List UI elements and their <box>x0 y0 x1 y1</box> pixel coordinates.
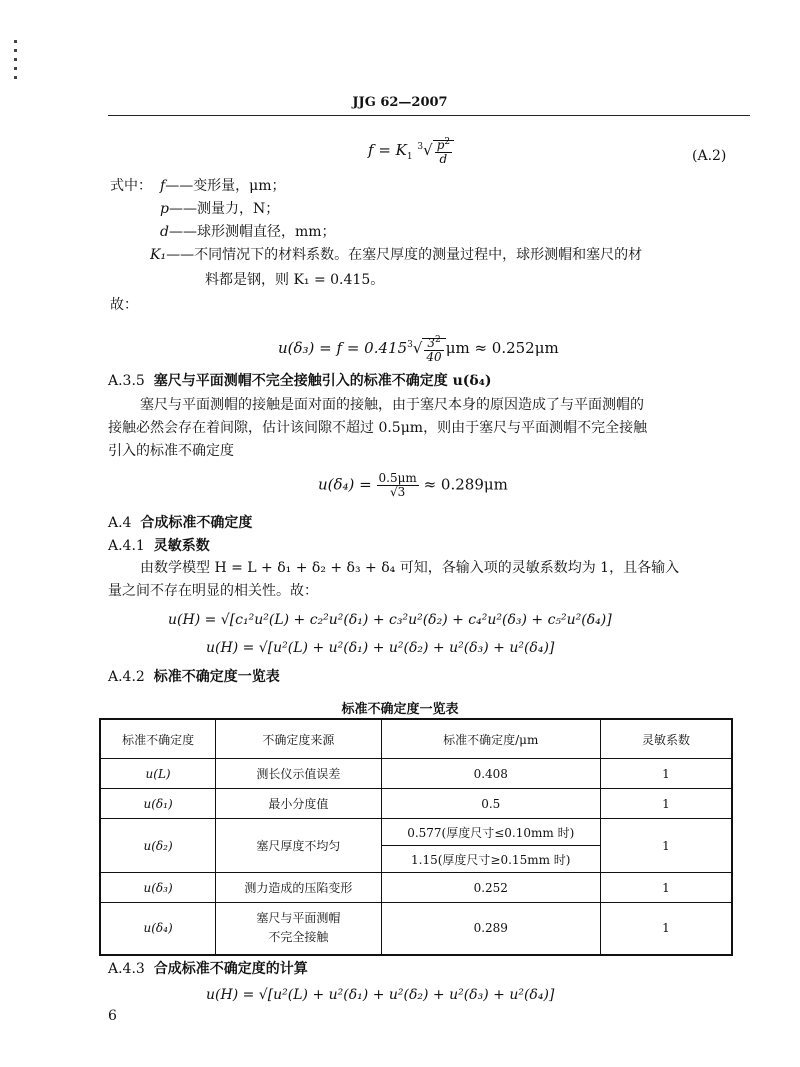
table-row <box>100 873 732 903</box>
def-f: f——变形量，μm； <box>160 178 286 194</box>
equation-u-delta4: u(δ₄) = $\frac{0.5\mu m}{√3}$ ≈ 0.289μm <box>318 471 508 499</box>
table-cell-source: 最小分度值 <box>216 789 381 819</box>
table-header-cell: 不确定度来源 <box>216 719 381 759</box>
table-cell-source: 测长仪示值误差 <box>216 759 381 789</box>
table-title: 标准不确定度一览表 <box>341 702 459 717</box>
table-cell-coef: 1 <box>600 819 732 873</box>
table-cell-symbol: u(δ₃) <box>100 873 216 903</box>
table-cell-coef: 1 <box>600 903 732 955</box>
table-cell-symbol: u(δ₄) <box>100 903 216 955</box>
section-a35: A.3.5 塞尺与平面测帽不完全接触引入的标准不确定度 u(δ₄) <box>108 373 492 389</box>
table-header-cell: 灵敏系数 <box>600 719 732 759</box>
therefore-label: 故： <box>110 297 138 313</box>
table-row <box>100 903 732 955</box>
table-row <box>100 819 732 846</box>
table-row <box>100 789 732 819</box>
table-row <box>100 759 732 789</box>
section-a4: A.4 合成标准不确定度 <box>108 515 253 531</box>
table-cell-source-line: 塞尺与平面测帽 <box>256 911 341 926</box>
table-cell-value: 0.252 <box>381 873 600 903</box>
uncertainty-table <box>99 718 733 956</box>
header-title: JJG 62—2007 <box>352 95 448 110</box>
table-cell-symbol: u(δ₁) <box>100 789 216 819</box>
table-cell-source-line: 不完全接触 <box>268 930 329 945</box>
equation-uh-final: u(H) = √[u²(L) + u²(δ₁) + u²(δ₂) + u²(δ₃) + u²(δ₄)] <box>206 987 555 1003</box>
scan-margin-marks <box>14 40 20 100</box>
header-rule <box>108 115 750 116</box>
section-a42: A.4.2 标准不确定度一览表 <box>108 669 280 685</box>
table-cell-value: 0.5 <box>381 789 600 819</box>
para-a35-line2: 接触必然会存在着间隙，估计该间隙不超过 0.5μm，则由于塞尺与平面测帽不完全接触 <box>108 420 648 436</box>
def-p: p——测量力，N； <box>160 201 280 217</box>
table-cell-source <box>216 903 381 955</box>
section-a43: A.4.3 合成标准不确定度的计算 <box>108 961 308 977</box>
table-cell-coef: 1 <box>600 759 732 789</box>
table-cell-source: 测力造成的压陷变形 <box>216 873 381 903</box>
def-k1-cont: 料都是钢，则 K₁ = 0.415。 <box>205 272 385 288</box>
equation-a2: $f = K_1$ $^3$√ $\frac{p^2}{d}$ <box>368 136 454 166</box>
equation-uh-simplified: u(H) = √[u²(L) + u²(δ₁) + u²(δ₂) + u²(δ₃) + u²(δ₄)] <box>206 640 555 656</box>
para-a41-line2: 量之间不存在明显的相关性。故： <box>108 583 318 599</box>
table-cell-value: 0.577(厚度尺寸≤0.10mm 时) <box>381 819 600 846</box>
table-cell-value: 1.15(厚度尺寸≥0.15mm 时) <box>381 846 600 873</box>
equation-u-delta3: $u(\delta_3) = f = 0.415^3√$ $\frac{3^2}{40}$ μm ≈ 0.252μm <box>278 335 559 364</box>
para-a35-line1: 塞尺与平面测帽的接触是面对面的接触，由于塞尺本身的原因造成了与平面测帽的 <box>140 397 644 413</box>
table-cell-value: 0.408 <box>381 759 600 789</box>
equation-uh-full: u(H) = √[c₁²u²(L) + c₂²u²(δ₁) + c₃²u²(δ₂) + c₄²u²(δ₃) + c₅²u²(δ₄)] <box>168 612 612 628</box>
table-header-cell: 标准不确定度 <box>100 719 216 759</box>
equation-number: (A.2) <box>692 148 727 164</box>
table-header-cell: 标准不确定度/μm <box>381 719 600 759</box>
table-cell-value: 0.289 <box>381 903 600 955</box>
para-a41-line1: 由数学模型 H = L + δ₁ + δ₂ + δ₃ + δ₄ 可知，各输入项的灵敏系数均为 1，且各输入 <box>140 560 680 576</box>
table-cell-source: 塞尺厚度不均匀 <box>216 819 381 873</box>
table-header-row <box>100 719 732 759</box>
section-a41: A.4.1 灵敏系数 <box>108 538 210 554</box>
where-label: 式中： <box>110 178 152 194</box>
table-cell-symbol: u(δ₂) <box>100 819 216 873</box>
def-d: d——球形测帽直径，mm； <box>160 224 336 240</box>
table-cell-coef: 1 <box>600 789 732 819</box>
table-cell-symbol: u(L) <box>100 759 216 789</box>
table-cell-coef: 1 <box>600 873 732 903</box>
para-a35-line3: 引入的标准不确定度 <box>108 443 234 459</box>
def-k1: K₁——不同情况下的材料系数。在塞尺厚度的测量过程中，球形测帽和塞尺的材 <box>150 247 643 263</box>
page-number: 6 <box>108 1008 117 1024</box>
